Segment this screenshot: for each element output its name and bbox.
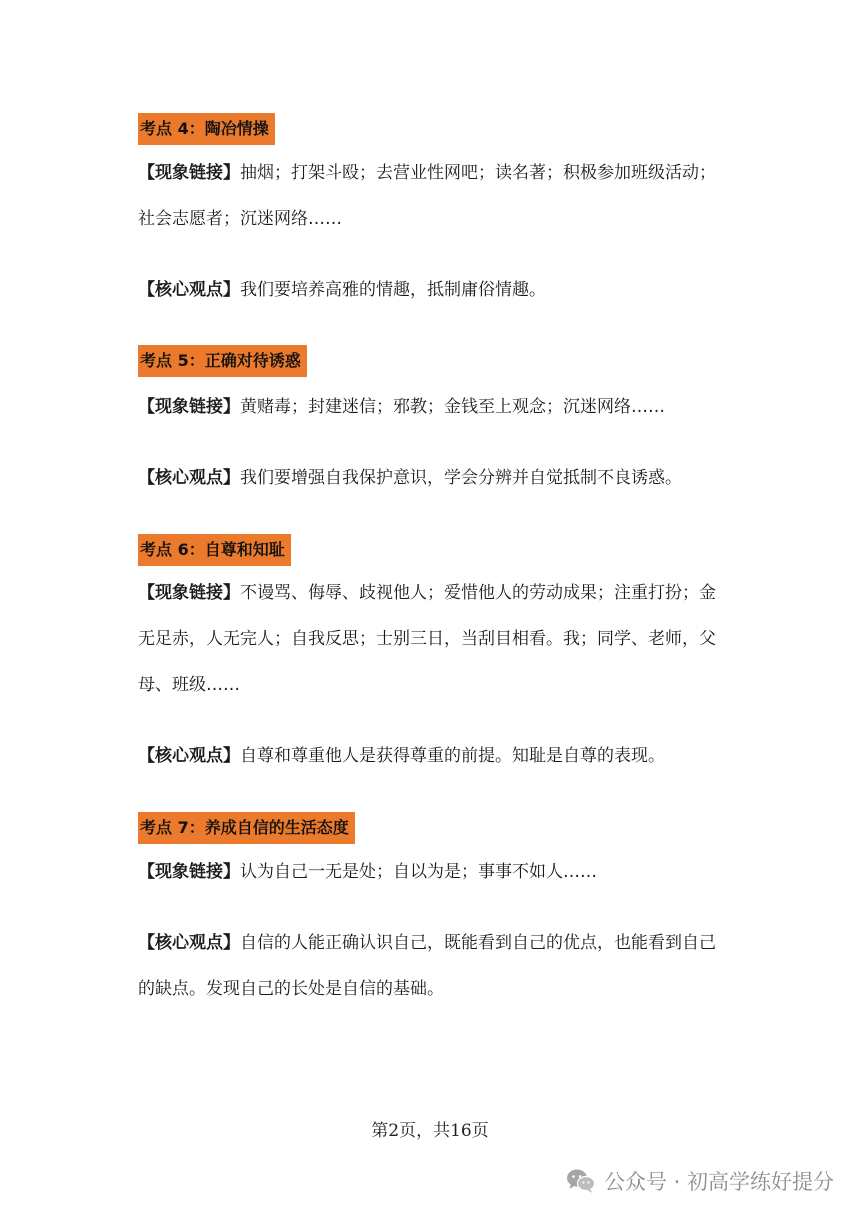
heading-label: 考点 6：自尊和知耻 (138, 534, 291, 566)
phenomenon-tag: 【现象链接】 (138, 163, 240, 183)
wechat-icon (566, 1168, 596, 1194)
core-tag: 【核心观点】 (138, 933, 240, 953)
phenomenon-tag: 【现象链接】 (138, 397, 240, 417)
phenomenon-paragraph (138, 384, 728, 430)
core-tag: 【核心观点】 (138, 746, 240, 766)
phenomenon-paragraph (138, 150, 728, 242)
core-text: 我们要增强自我保护意识，学会分辨并自觉抵制不良诱惑。 (240, 468, 682, 488)
core-paragraph (138, 267, 728, 313)
phenomenon-tag: 【现象链接】 (138, 583, 240, 603)
phenomenon-paragraph (138, 570, 728, 708)
phenomenon-text: 认为自己一无是处；自以为是；事事不如人…… (240, 862, 597, 882)
phenomenon-text: 不谩骂、侮辱、歧视他人；爱惜他人的劳动成果；注重打扮；金无足赤，人无完人；自我反思；士别三日，当刮目相看。我；同学、老师，父母、班级…… (138, 583, 716, 695)
phenomenon-paragraph (138, 849, 728, 895)
watermark-text: 公众号 · 初高学练好提分 (603, 1170, 834, 1194)
phenomenon-tag: 【现象链接】 (138, 862, 240, 882)
core-paragraph (138, 455, 728, 501)
core-text: 自尊和尊重他人是获得尊重的前提。知耻是自尊的表现。 (240, 746, 665, 766)
page-number: 第2页，共16页 (371, 1121, 489, 1141)
core-text: 自信的人能正确认识自己，既能看到自己的优点，也能看到自己的缺点。发现自己的长处是自信的基础。 (138, 933, 716, 999)
section-heading (138, 113, 738, 145)
core-tag: 【核心观点】 (138, 280, 240, 300)
core-paragraph (138, 733, 728, 779)
core-tag: 【核心观点】 (138, 468, 240, 488)
section-heading (138, 345, 738, 377)
phenomenon-text: 黄赌毒；封建迷信；邪教；金钱至上观念；沉迷网络…… (240, 397, 665, 417)
core-text: 我们要培养高雅的情趣，抵制庸俗情趣。 (240, 280, 546, 300)
section-heading (138, 812, 738, 844)
heading-label: 考点 4：陶冶情操 (138, 113, 275, 145)
heading-label: 考点 5：正确对待诱惑 (138, 345, 307, 377)
heading-label: 考点 7：养成自信的生活态度 (138, 812, 355, 844)
watermark (566, 1166, 834, 1196)
core-paragraph (138, 920, 728, 1012)
phenomenon-text: 抽烟；打架斗殴；去营业性网吧；读名著；积极参加班级活动；社会志愿者；沉迷网络…… (138, 163, 716, 229)
section-heading (138, 534, 738, 566)
